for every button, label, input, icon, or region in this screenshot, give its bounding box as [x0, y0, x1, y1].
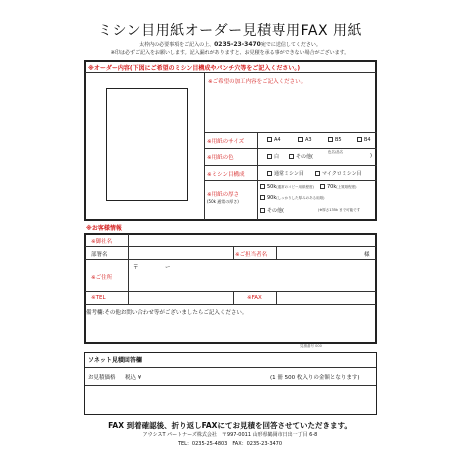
thickness-option-label: 50k: [267, 184, 277, 190]
color-option-other[interactable]: [289, 153, 313, 160]
person-label: ※ご担当者名: [235, 252, 268, 258]
thickness-option-70k[interactable]: [320, 184, 357, 190]
color-option-white[interactable]: [267, 153, 279, 160]
fax-label: ※FAX: [247, 295, 262, 301]
size-option-b5[interactable]: [328, 137, 342, 143]
intro-fax-number: 0235-23-3470: [214, 41, 261, 48]
perf-option-label: マイクロミシン目: [322, 171, 362, 177]
size-option-label: B4: [364, 137, 371, 143]
thickness-note: (上質紙程度): [336, 185, 357, 189]
postal-dash: ー: [165, 265, 171, 271]
dept-label: 部署名: [91, 252, 108, 258]
thickness-note: (しっかりした厚みのある用紙): [276, 196, 325, 200]
intro-line-1: [0, 41, 460, 48]
address-label: ※ご住所: [91, 275, 113, 281]
response-header: ソネット見積回答欄: [88, 357, 142, 364]
size-option-label: A3: [305, 137, 312, 143]
thickness-option-90k[interactable]: [260, 195, 325, 201]
size-option-label: A4: [274, 137, 281, 143]
thickness-label: ※用紙の厚さ: [207, 192, 240, 198]
thickness-note: (通常のコピー用紙程度): [276, 185, 314, 189]
dept-field[interactable]: [130, 248, 231, 258]
tel-field[interactable]: [130, 293, 231, 303]
color-option-label: 白: [274, 154, 280, 160]
footer-company: アウシスT パートナーズ株式会社: [142, 432, 217, 438]
thickness-option-label: 70k: [327, 184, 337, 190]
company-label: ※御社名: [91, 239, 113, 245]
customer-header: ※お客様情報: [86, 225, 122, 232]
perf-option-micro[interactable]: [315, 170, 362, 177]
person-field[interactable]: [278, 248, 363, 258]
color-label: ※用紙の色: [207, 155, 234, 161]
size-option-b4[interactable]: [357, 137, 371, 143]
price-tax-incl: 税込 ¥: [125, 375, 142, 381]
notes-field[interactable]: [86, 316, 375, 342]
size-option-a4[interactable]: [267, 137, 281, 143]
tel-label: ※TEL: [91, 295, 106, 301]
color-close: ): [370, 153, 372, 159]
notes-label: 備考欄:その他お問い合わせ等がございましたらご記入ください。: [86, 310, 248, 316]
receipt-number: 見積番号 000: [300, 344, 322, 348]
quantity-note: (1 冊 500 枚入りの金額となります): [270, 375, 360, 381]
sketch-area[interactable]: [106, 88, 188, 201]
size-option-label: B5: [335, 137, 342, 143]
footer-address: 〒997-0011 山形県鶴岡市日出一丁目 6-8: [221, 432, 318, 438]
perf-option-normal[interactable]: [267, 170, 304, 177]
postal-prefix: 〒: [133, 265, 139, 271]
page-title: ミシン目用紙オーダー見積専用FAX 用紙: [97, 23, 363, 39]
intro-line-2: ※印は必ずご記入をお願いします。記入漏れがありますと、お見積を承る事ができない場合がございます。: [110, 50, 350, 56]
footer-notice: FAX 到着確認後、折り返しFAXにてお見積を回答させていただきます。: [108, 421, 352, 430]
company-field[interactable]: [130, 235, 374, 245]
size-label: ※用紙のサイズ: [207, 139, 245, 145]
price-label: お見積価格: [88, 375, 116, 381]
footer-contact: TEL：0235-25-4803 FAX：0235-23-3470: [177, 441, 283, 447]
color-note: 色名/品名: [328, 150, 344, 154]
perf-option-label: 通常ミシン目: [274, 171, 304, 177]
thickness-option-label: その他(: [267, 208, 284, 214]
intro-text: 太枠内の必要事項をご記入の上、: [139, 42, 215, 48]
perf-label: ※ミシン目構成: [207, 172, 245, 178]
footer-company-line: [0, 431, 460, 438]
color-option-label: その他(: [296, 154, 313, 160]
size-option-a3[interactable]: [298, 137, 312, 143]
content-label: ※ご希望の加工内容をご記入ください。: [208, 79, 307, 85]
thickness-option-50k[interactable]: [260, 184, 314, 190]
thickness-option-label: 90k: [267, 195, 277, 201]
order-header: ※オーダー内容(下図にご希望のミシン目構成やパンチ穴等をご記入ください。): [88, 65, 301, 72]
fax-field[interactable]: [278, 293, 374, 303]
thickness-option-other[interactable]: [260, 207, 284, 214]
thickness-sub: (50k 通常の厚さ): [207, 199, 239, 204]
person-suffix: 様: [364, 252, 370, 258]
intro-text-end: 宛でに送信してください。: [260, 42, 321, 48]
thickness-note-other: )※厚さ135k まで可能です: [318, 208, 361, 212]
address-field[interactable]: [130, 261, 374, 289]
